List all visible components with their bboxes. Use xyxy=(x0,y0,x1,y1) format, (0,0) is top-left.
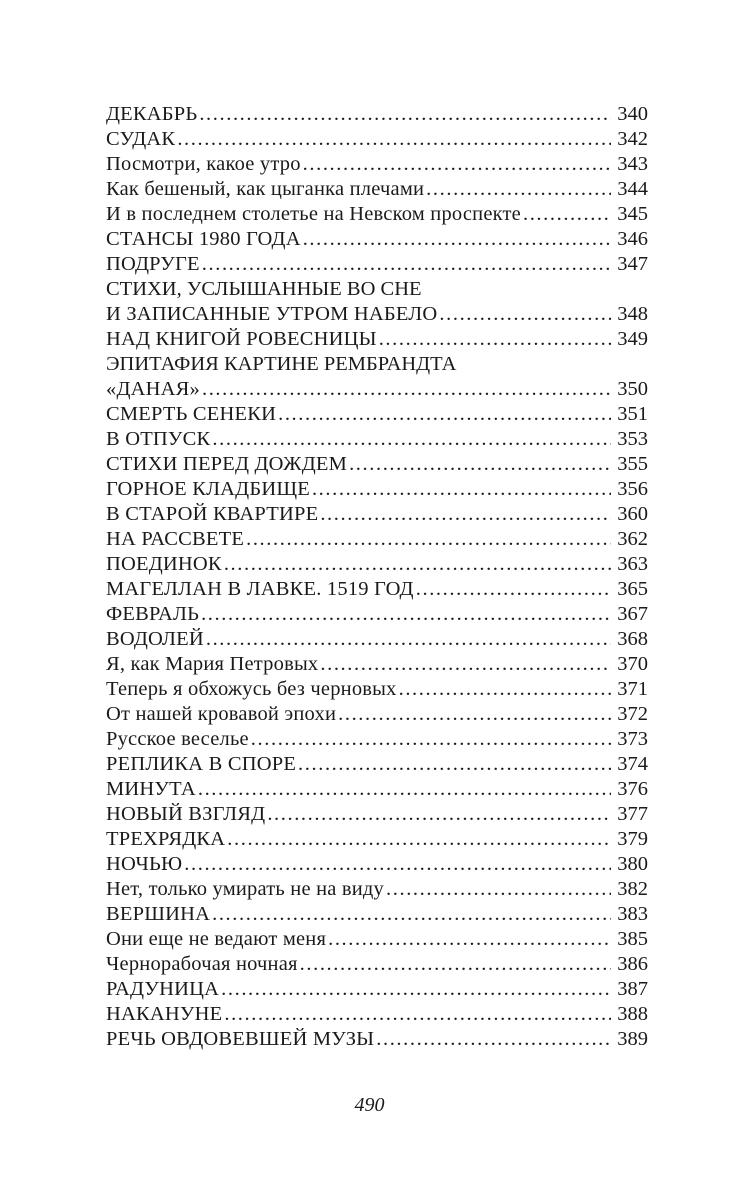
toc-entry-page: 371 xyxy=(617,678,648,700)
dot-leader xyxy=(338,702,611,727)
toc-entry-page: 376 xyxy=(617,778,648,800)
toc-entry-title: Чернорабочая ночная xyxy=(106,953,298,975)
toc-entry-title: Русское веселье xyxy=(106,728,249,750)
toc-entry xyxy=(106,1027,648,1052)
page-number: 490 xyxy=(354,1094,385,1116)
toc-entry xyxy=(106,977,648,1002)
toc-entry xyxy=(106,327,648,352)
toc-entry xyxy=(106,752,648,777)
dot-leader xyxy=(376,1027,611,1052)
toc-entry-page: 351 xyxy=(617,403,648,425)
toc-entry-page: 345 xyxy=(617,203,648,225)
toc-entry-page: 377 xyxy=(617,803,648,825)
toc-entry-title: СТИХИ ПЕРЕД ДОЖДЕМ xyxy=(106,453,348,475)
dot-leader xyxy=(199,102,611,127)
dot-leader xyxy=(206,627,611,652)
toc-entry-title: СМЕРТЬ СЕНЕКИ xyxy=(106,403,277,425)
toc-entry xyxy=(106,252,648,277)
toc-entry-page: 383 xyxy=(617,903,648,925)
toc-entry xyxy=(106,827,648,852)
dot-leader xyxy=(386,877,611,902)
toc-entry xyxy=(106,802,648,827)
toc-entry-page: 353 xyxy=(617,428,648,450)
toc-entry xyxy=(106,702,648,727)
toc-entry-title: И в последнем столетье на Невском проспекте xyxy=(106,203,521,225)
toc-entry-page: 370 xyxy=(617,653,648,675)
toc-entry-page: 343 xyxy=(617,153,648,175)
toc-entry-page: 367 xyxy=(617,603,648,625)
dot-leader xyxy=(227,827,611,852)
toc-entry-page: 388 xyxy=(617,1003,648,1025)
toc-entry-title: Они еще не ведают меня xyxy=(106,928,327,950)
toc-entry-page: 373 xyxy=(617,728,648,750)
toc-entry-page: 387 xyxy=(617,978,648,1000)
toc-entry-page: 348 xyxy=(617,303,648,325)
toc-entry-title: ГОРНОЕ КЛАДБИЩЕ xyxy=(106,478,310,500)
dot-leader xyxy=(298,752,611,777)
toc-entry xyxy=(106,502,648,527)
toc-entry-title: Теперь я обхожусь без черновых xyxy=(106,678,397,700)
toc-entry-title: В ОТПУСК xyxy=(106,428,211,450)
toc-entry-title: ДЕКАБРЬ xyxy=(106,103,198,125)
toc-entry xyxy=(106,552,648,577)
toc-entry-title: РЕПЛИКА В СПОРЕ xyxy=(106,753,297,775)
dot-leader xyxy=(303,152,611,177)
dot-leader xyxy=(177,127,611,152)
dot-leader xyxy=(328,927,611,952)
toc-entry xyxy=(106,952,648,977)
toc-entry-title-line: СТИХИ, УСЛЫШАННЫЕ ВО СНЕ xyxy=(106,278,422,300)
toc-entry-page: 372 xyxy=(617,703,648,725)
dot-leader xyxy=(303,227,611,252)
dot-leader xyxy=(379,327,611,352)
toc-entry-title: НАД КНИГОЙ РОВЕСНИЦЫ xyxy=(106,328,377,350)
toc-entry-page: 374 xyxy=(617,753,648,775)
toc-entry xyxy=(106,177,648,202)
toc-entry-title: Я, как Мария Петровых xyxy=(106,653,319,675)
dot-leader xyxy=(399,677,611,702)
toc-entry xyxy=(106,902,648,927)
toc-entry xyxy=(106,852,648,877)
toc-entry-title: И ЗАПИСАННЫЕ УТРОМ НАБЕЛО xyxy=(106,303,438,325)
toc-entry xyxy=(106,602,648,627)
toc-entry-page: 380 xyxy=(617,853,648,875)
toc-entry xyxy=(106,377,648,402)
toc-entry xyxy=(106,652,648,677)
dot-leader xyxy=(300,952,611,977)
toc-entry-page: 360 xyxy=(617,503,648,525)
toc-entry-title: РЕЧЬ ОВДОВЕВШЕЙ МУЗЫ xyxy=(106,1028,375,1050)
toc-entry-title: ПОЕДИНОК xyxy=(106,553,222,575)
dot-leader xyxy=(202,252,611,277)
dot-leader xyxy=(224,1002,611,1027)
toc-entry-title-line: ЭПИТАФИЯ КАРТИНЕ РЕМБРАНДТА xyxy=(106,353,457,375)
toc-entry-title: В СТАРОЙ КВАРТИРЕ xyxy=(106,503,319,525)
toc-entry xyxy=(106,427,648,452)
dot-leader xyxy=(198,777,611,802)
dot-leader xyxy=(212,902,611,927)
toc-entry xyxy=(106,1002,648,1027)
dot-leader xyxy=(523,202,611,227)
toc-entry-title: ВОДОЛЕЙ xyxy=(106,628,204,650)
toc-entry-title: ВЕРШИНА xyxy=(106,903,211,925)
toc-entry-page: 368 xyxy=(617,628,648,650)
toc-entry xyxy=(106,677,648,702)
toc-entry xyxy=(106,727,648,752)
dot-leader xyxy=(312,477,611,502)
toc-entry-title: НОЧЬЮ xyxy=(106,853,183,875)
toc-entry-page: 363 xyxy=(617,553,648,575)
toc-entry-page: 385 xyxy=(617,928,648,950)
dot-leader xyxy=(439,302,611,327)
dot-leader xyxy=(416,577,611,602)
toc-entry-page: 379 xyxy=(617,828,648,850)
toc-entry-title: МАГЕЛЛАН В ЛАВКЕ. 1519 ГОД xyxy=(106,578,414,600)
toc-entry-page: 342 xyxy=(617,128,648,150)
toc-entry xyxy=(106,102,648,127)
toc-entry-title: РАДУНИЦА xyxy=(106,978,220,1000)
toc-entry-title: НАКАНУНЕ xyxy=(106,1003,223,1025)
toc-entry xyxy=(106,302,648,327)
toc-entry-title: Как бешеный, как цыганка плечами xyxy=(106,178,425,200)
toc-entry xyxy=(106,627,648,652)
dot-leader xyxy=(349,452,611,477)
dot-leader xyxy=(201,602,611,627)
toc-entry-page: 340 xyxy=(617,103,648,125)
toc-entry-title: МИНУТА xyxy=(106,778,196,800)
toc-entry-page: 389 xyxy=(617,1028,648,1050)
toc-entry-page: 347 xyxy=(617,253,648,275)
toc-entry xyxy=(106,527,648,552)
toc-entry-page: 346 xyxy=(617,228,648,250)
toc-entry xyxy=(106,227,648,252)
toc-entry-title: Нет, только умирать не на виду xyxy=(106,878,385,900)
dot-leader xyxy=(426,177,611,202)
dot-leader xyxy=(221,977,611,1002)
toc-entry-title: СУДАК xyxy=(106,128,176,150)
toc-entry-title: ТРЕХРЯДКА xyxy=(106,828,226,850)
toc-entry xyxy=(106,777,648,802)
toc-entry-page: 356 xyxy=(617,478,648,500)
toc-entry-title: ФЕВРАЛЬ xyxy=(106,603,200,625)
dot-leader xyxy=(251,727,611,752)
toc-entry-page: 382 xyxy=(617,878,648,900)
toc-entry-page: 365 xyxy=(617,578,648,600)
dot-leader xyxy=(320,502,611,527)
toc-entry-page: 386 xyxy=(617,953,648,975)
dot-leader xyxy=(246,527,611,552)
toc-entry xyxy=(106,402,648,427)
toc-entry xyxy=(106,877,648,902)
toc-entry-page: 362 xyxy=(617,528,648,550)
toc-entry-page: 355 xyxy=(617,453,648,475)
toc-entry-title: СТАНСЫ 1980 ГОДА xyxy=(106,228,301,250)
toc-entry-title: «ДАНАЯ» xyxy=(106,378,200,400)
toc-entry xyxy=(106,477,648,502)
toc-entry xyxy=(106,452,648,477)
toc-entry-title: ПОДРУГЕ xyxy=(106,253,200,275)
toc-entry-title: НА РАССВЕТЕ xyxy=(106,528,245,550)
toc-entry-page: 344 xyxy=(617,178,648,200)
toc-entry-title: От нашей кровавой эпохи xyxy=(106,703,337,725)
toc-entry xyxy=(106,127,648,152)
toc-entry xyxy=(106,202,648,227)
toc-entry-page: 349 xyxy=(617,328,648,350)
toc-entry-title: Посмотри, какое утро xyxy=(106,153,301,175)
dot-leader xyxy=(202,377,611,402)
toc-entry xyxy=(106,152,648,177)
table-of-contents xyxy=(106,102,648,1052)
dot-leader xyxy=(184,852,611,877)
toc-entry xyxy=(106,927,648,952)
toc-entry xyxy=(106,577,648,602)
dot-leader xyxy=(278,402,611,427)
dot-leader xyxy=(267,802,611,827)
dot-leader xyxy=(320,652,611,677)
toc-entry-title: НОВЫЙ ВЗГЛЯД xyxy=(106,803,266,825)
dot-leader xyxy=(224,552,611,577)
dot-leader xyxy=(212,427,611,452)
toc-entry-page: 350 xyxy=(617,378,648,400)
